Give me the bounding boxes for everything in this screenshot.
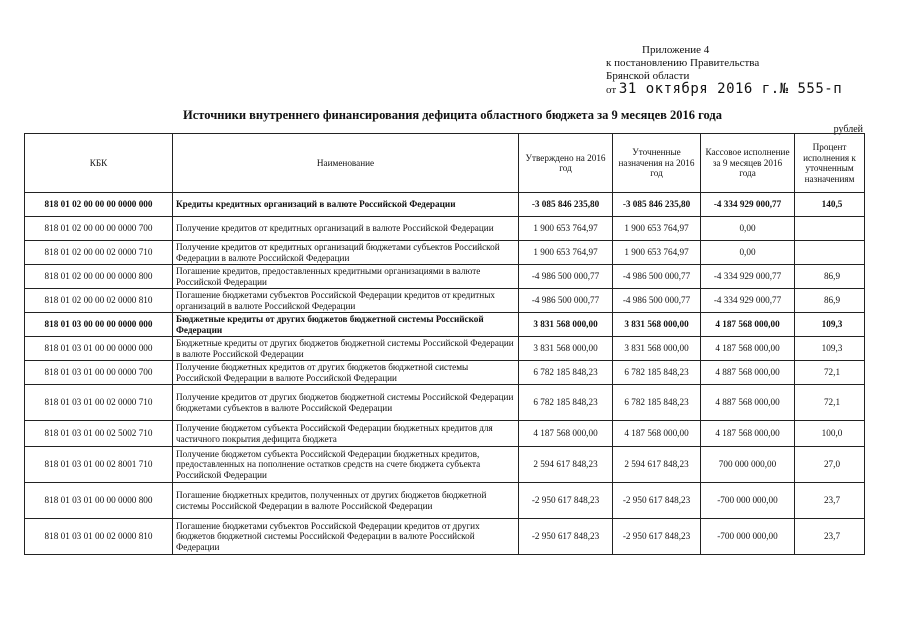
approved-cell: 3 831 568 000,00	[519, 313, 613, 337]
refined-cell: 2 594 617 848,23	[613, 447, 701, 483]
table-row	[25, 385, 865, 421]
approved-cell: -2 950 617 848,23	[519, 519, 613, 555]
approved-cell: 6 782 185 848,23	[519, 361, 613, 385]
date-prefix: от	[606, 84, 617, 96]
cash-cell: -4 334 929 000,77	[701, 193, 795, 217]
refined-cell: -2 950 617 848,23	[613, 483, 701, 519]
percent-cell: 100,0	[795, 421, 865, 447]
name-cell: Погашение бюджетами субъектов Российской Федерации кредитов от других бюджетов бюджетной системы Российской Федерации в валюте Российской Федерации	[173, 519, 519, 555]
appendix-block	[606, 44, 842, 97]
table-row	[25, 337, 865, 361]
name-cell: Погашение кредитов, предоставленных кредитными организациями в валюте Российской Федерации	[173, 265, 519, 289]
name-cell: Бюджетные кредиты от других бюджетов бюджетной системы Российской Федерации	[173, 313, 519, 337]
cash-cell: -4 334 929 000,77	[701, 265, 795, 289]
name-cell: Получение бюджетных кредитов от других бюджетов бюджетной системы Российской Федерации в валюте Российской Федерации	[173, 361, 519, 385]
column-header-percent: Процент исполнения к уточненным назначениям	[795, 134, 865, 193]
table-header-row	[25, 134, 865, 193]
approved-cell: 4 187 568 000,00	[519, 421, 613, 447]
approved-cell: 1 900 653 764,97	[519, 217, 613, 241]
kbk-cell: 818 01 03 01 00 00 0000 000	[25, 337, 173, 361]
percent-cell: 140,5	[795, 193, 865, 217]
cash-cell: 0,00	[701, 241, 795, 265]
refined-cell: 3 831 568 000,00	[613, 313, 701, 337]
percent-cell: 109,3	[795, 337, 865, 361]
table-body	[25, 193, 865, 555]
kbk-cell: 818 01 03 01 00 02 0000 810	[25, 519, 173, 555]
refined-cell: -4 986 500 000,77	[613, 265, 701, 289]
percent-cell	[795, 241, 865, 265]
percent-cell: 27,0	[795, 447, 865, 483]
name-cell: Получение кредитов от кредитных организаций в валюте Российской Федерации	[173, 217, 519, 241]
table-row	[25, 265, 865, 289]
kbk-cell: 818 01 03 00 00 00 0000 000	[25, 313, 173, 337]
table-row	[25, 217, 865, 241]
approved-cell: -4 986 500 000,77	[519, 289, 613, 313]
refined-cell: 6 782 185 848,23	[613, 385, 701, 421]
percent-cell: 23,7	[795, 483, 865, 519]
percent-cell: 109,3	[795, 313, 865, 337]
name-cell: Кредиты кредитных организаций в валюте Российской Федерации	[173, 193, 519, 217]
cash-cell: -700 000 000,00	[701, 483, 795, 519]
column-header-cash: Кассовое исполнение за 9 месяцев 2016 года	[701, 134, 795, 193]
refined-cell: 4 187 568 000,00	[613, 421, 701, 447]
table-row	[25, 193, 865, 217]
kbk-cell: 818 01 02 00 00 00 0000 700	[25, 217, 173, 241]
appendix-line-2: к постановлению Правительства	[606, 57, 760, 69]
name-cell: Получение кредитов от кредитных организаций бюджетами субъектов Российской Федерации в валюте Российской Федерации	[173, 241, 519, 265]
table-row	[25, 241, 865, 265]
percent-cell: 23,7	[795, 519, 865, 555]
percent-cell: 86,9	[795, 265, 865, 289]
name-cell: Получение бюджетом субъекта Российской Федерации бюджетных кредитов, предоставленных на пополнение остатков средств на счете бюджета субъекта Российской Федерации	[173, 447, 519, 483]
appendix-date-line	[606, 83, 842, 97]
refined-cell: -4 986 500 000,77	[613, 289, 701, 313]
units-label: рублей	[833, 124, 863, 135]
name-cell: Получение бюджетом субъекта Российской Федерации бюджетных кредитов для частичного покрытия дефицита бюджета	[173, 421, 519, 447]
table-row	[25, 421, 865, 447]
cash-cell: 0,00	[701, 217, 795, 241]
refined-cell: 3 831 568 000,00	[613, 337, 701, 361]
kbk-cell: 818 01 02 00 00 02 0000 810	[25, 289, 173, 313]
cash-cell: 4 187 568 000,00	[701, 337, 795, 361]
kbk-cell: 818 01 03 01 00 00 0000 700	[25, 361, 173, 385]
percent-cell	[795, 217, 865, 241]
date-handwritten: 31 октября 2016 г.№ 555-п	[618, 81, 843, 97]
table-row	[25, 483, 865, 519]
table-row	[25, 447, 865, 483]
table-row	[25, 313, 865, 337]
approved-cell: -3 085 846 235,80	[519, 193, 613, 217]
appendix-line-3: Брянской области	[606, 70, 690, 82]
cash-cell: 4 187 568 000,00	[701, 421, 795, 447]
approved-cell: 2 594 617 848,23	[519, 447, 613, 483]
percent-cell: 72,1	[795, 361, 865, 385]
appendix-line-1: Приложение 4	[642, 44, 710, 56]
column-header-approved: Утверждено на 2016 год	[519, 134, 613, 193]
document-title: Источники внутреннего финансирования дефицита областного бюджета за 9 месяцев 2016 года	[183, 108, 722, 122]
financing-sources-table	[24, 133, 865, 555]
table-row	[25, 519, 865, 555]
kbk-cell: 818 01 03 01 00 02 8001 710	[25, 447, 173, 483]
refined-cell: 1 900 653 764,97	[613, 241, 701, 265]
cash-cell: 4 187 568 000,00	[701, 313, 795, 337]
kbk-cell: 818 01 02 00 00 02 0000 710	[25, 241, 173, 265]
name-cell: Бюджетные кредиты от других бюджетов бюджетной системы Российской Федерации в валюте Российской Федерации	[173, 337, 519, 361]
column-header-refined: Уточненные назначения на 2016 год	[613, 134, 701, 193]
table-row	[25, 289, 865, 313]
cash-cell: 4 887 568 000,00	[701, 361, 795, 385]
kbk-cell: 818 01 02 00 00 00 0000 800	[25, 265, 173, 289]
column-header-kbk: КБК	[25, 134, 173, 193]
percent-cell: 72,1	[795, 385, 865, 421]
refined-cell: -3 085 846 235,80	[613, 193, 701, 217]
name-cell: Получение кредитов от других бюджетов бюджетной системы Российской Федерации бюджетами субъектов в валюте Российской Федерации	[173, 385, 519, 421]
approved-cell: 3 831 568 000,00	[519, 337, 613, 361]
cash-cell: -4 334 929 000,77	[701, 289, 795, 313]
name-cell: Погашение бюджетами субъектов Российской Федерации кредитов от кредитных организаций в валюте Российской Федерации	[173, 289, 519, 313]
refined-cell: -2 950 617 848,23	[613, 519, 701, 555]
kbk-cell: 818 01 03 01 00 02 0000 710	[25, 385, 173, 421]
column-header-name: Наименование	[173, 134, 519, 193]
table-row	[25, 361, 865, 385]
kbk-cell: 818 01 02 00 00 00 0000 000	[25, 193, 173, 217]
approved-cell: 6 782 185 848,23	[519, 385, 613, 421]
approved-cell: -2 950 617 848,23	[519, 483, 613, 519]
approved-cell: -4 986 500 000,77	[519, 265, 613, 289]
percent-cell: 86,9	[795, 289, 865, 313]
cash-cell: -700 000 000,00	[701, 519, 795, 555]
cash-cell: 4 887 568 000,00	[701, 385, 795, 421]
name-cell: Погашение бюджетных кредитов, полученных от других бюджетов бюджетной системы Российской Федерации в валюте Российской Федерации	[173, 483, 519, 519]
cash-cell: 700 000 000,00	[701, 447, 795, 483]
approved-cell: 1 900 653 764,97	[519, 241, 613, 265]
refined-cell: 6 782 185 848,23	[613, 361, 701, 385]
kbk-cell: 818 01 03 01 00 00 0000 800	[25, 483, 173, 519]
refined-cell: 1 900 653 764,97	[613, 217, 701, 241]
kbk-cell: 818 01 03 01 00 02 5002 710	[25, 421, 173, 447]
